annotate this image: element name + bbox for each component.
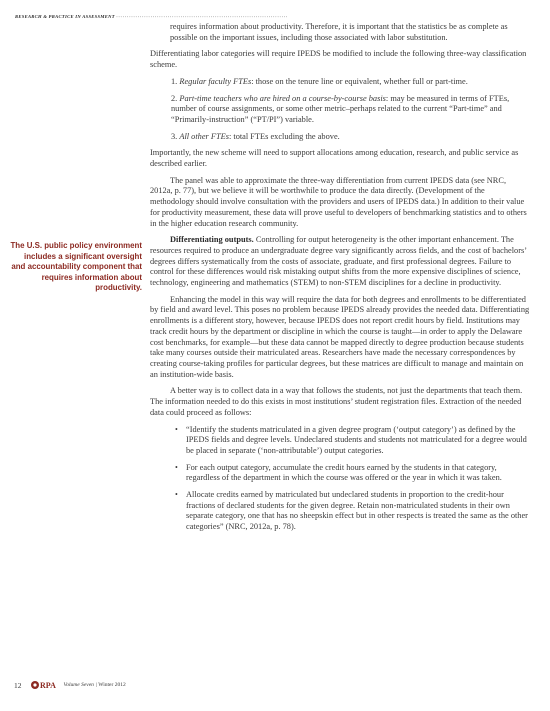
item-number: 3.: [171, 131, 178, 141]
pull-quote: The U.S. public policy environment includes a significant oversight and accountability component that requires information about productivity.: [10, 241, 142, 293]
list-item: [175, 490, 530, 533]
journal-name: Volume Seven: [63, 682, 94, 688]
outputs-body: Controlling for output heterogeneity is the other important enhancement. The resources required to produce an undergraduate degree vary significantly across fields, and the cost of bachelors’ degrees differs systematically from the costs of associate, graduate, and first professional degrees. Failure to control for these differences would risk mistaking output shifts from the more expensive disciplines of science, technology, engineering and mathematics (STEM) to non-STEM disciplines for a decline in productivity.: [150, 235, 527, 288]
classification-item-3: [150, 132, 530, 143]
list-item-text: “Identify the students matriculated in a given degree program (‘output category’) as defined by the IPEDS fields and degree levels. Undeclared students and students not matriculated for a degree would be placed in separate (‘non-attributable’) output categories.: [186, 424, 527, 455]
list-item: [175, 424, 530, 457]
classification-item-1: [150, 77, 530, 88]
continued-paragraph: requires information about productivity. Therefore, it is important that the statistics be as complete as possible on the important issues, including those associated with labor substitution.: [170, 22, 508, 42]
classification-item-2: [150, 94, 530, 126]
item-number: 2.: [171, 93, 178, 103]
item-text: : may be measured in terms of FTEs, number of course assignments, or some other metric–perhaps related to the current “Part-time” and “Primarily-instruction” (“PT/PI”) variable.: [171, 93, 510, 124]
logo-text: RPA: [39, 681, 56, 690]
running-head: [15, 14, 535, 19]
list-item-text: For each output category, accumulate the credit hours earned by the students in that category, regardless of the department in which the course was offered or the year in which it was taken.: [186, 462, 502, 483]
extraction-steps-list: [150, 425, 530, 533]
journal-issue: | Winter 2012: [95, 682, 126, 688]
item-text: : those on the tenure line or equivalent, whether full or part-time.: [251, 76, 468, 86]
bullet-icon: •: [175, 490, 178, 500]
page-footer: [14, 675, 214, 695]
better-way-paragraph: A better way is to collect data in a way that follows the students, not just the departments that teach them. The information needed to do this exists in most institutions’ student registration files. Extraction of the needed data could proceed as follows:: [150, 386, 523, 417]
rpa-logo-icon: [30, 677, 60, 693]
panel-paragraph: The panel was able to approximate the three-way differentiation from current IPEDS data (see NRC, 2012a, p. 77), but we believe it will be worthwhile to produce the data directly. (Development of the methodology should involve consultation with the providers and users of IPEDS data.) In addition to their value for productivity measurement, these data will prove useful to developers of benchmarking statistics and to others in the higher education research community.: [150, 175, 527, 228]
item-text: : total FTEs excluding the above.: [228, 131, 340, 141]
outputs-paragraph: [150, 235, 530, 289]
running-head-title: RESEARCH & PRACTICE IN ASSESSMENT: [15, 14, 115, 19]
list-item: [175, 462, 530, 484]
page-number: 12: [14, 680, 22, 690]
item-term: Part-time teachers who are hired on a course-by-course basis: [179, 93, 386, 103]
classification-lead: Differentiating labor categories will require IPEDS be modified to include the following three-way classification scheme.: [150, 49, 527, 70]
enhancing-paragraph: Enhancing the model in this way will require the data for both degrees and enrollments to be differentiated by field and award level. This poses no problem because IPEDS already provides the needed data. Differentiating enrollments is a different story, however, because IPEDS does not report credit hours by field. Institutions may track credit hours by the department or discipline in which the course is taught—in order to apply the Delaware cost benchmarks, for example—but these data cannot be mapped directly to degree production because students take many courses outside their matriculated areas. Researchers have made the necessary correspondences by creating course-taking profiles for particular degrees, but these matrices are difficult to manage and maintain on an institution-wide basis.: [150, 294, 530, 379]
item-number: 1.: [171, 76, 178, 86]
importantly-paragraph: Importantly, the new scheme will need to support allocations among education, research, and public service as described earlier.: [150, 148, 519, 169]
article-body: [150, 22, 530, 539]
item-term: Regular faculty FTEs: [179, 76, 252, 86]
outputs-heading: Differentiating outputs.: [170, 235, 254, 245]
bullet-icon: •: [175, 462, 178, 472]
bullet-icon: •: [175, 424, 178, 434]
item-term: All other FTEs: [179, 131, 229, 141]
list-item-text: Allocate credits earned by matriculated but undeclared students in proportion to the credit-hour fractions of declared students for the given degree. Retain non-matriculated students in their own separate category, one that has no sheepskin effect but in other respects is treated the same as the other categories” (NRC, 2012a, p. 78).: [186, 490, 528, 532]
running-head-dots: ················································································: [116, 14, 289, 19]
